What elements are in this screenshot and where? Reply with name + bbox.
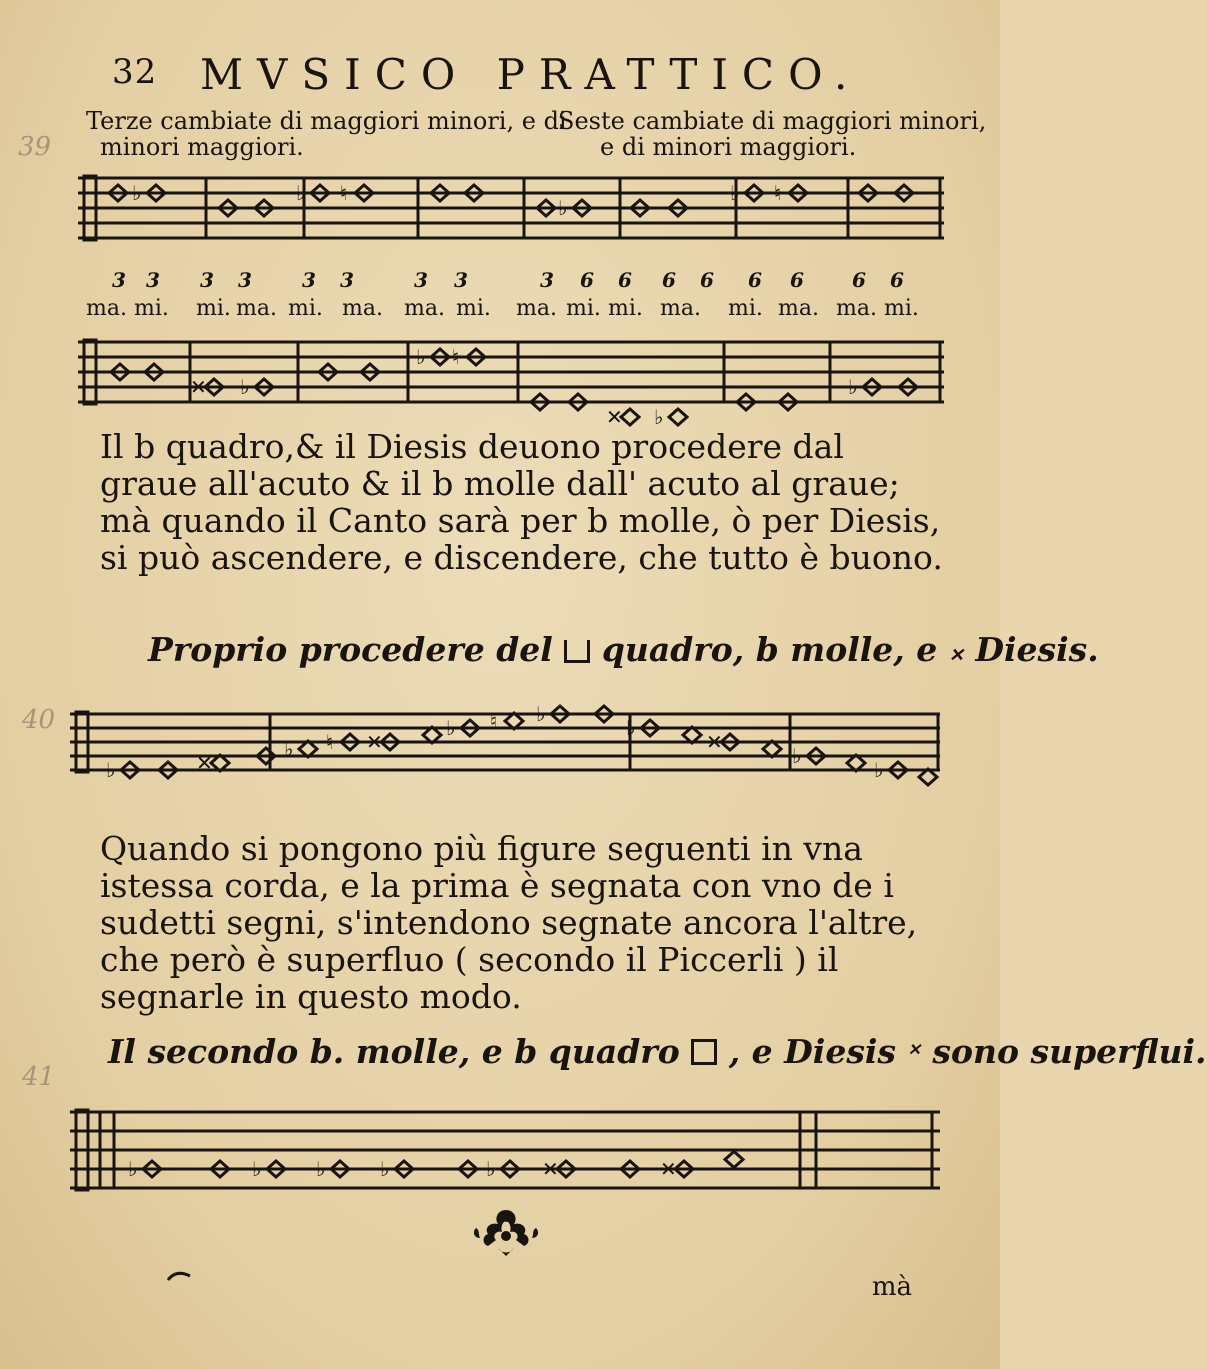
catchword: mà (871, 1272, 912, 1302)
sharp-icon: ✕ (660, 1157, 677, 1181)
interval-number: 3 (454, 268, 468, 292)
sharp-icon: ✕ (196, 751, 213, 775)
interval-number: 6 (748, 268, 762, 292)
interval-number: 6 (852, 268, 866, 292)
solmization-syllable: mi. (728, 296, 763, 321)
solmization-syllable: mi. (608, 296, 643, 321)
flat-icon: ♭ (132, 181, 142, 205)
flat-icon: ♭ (536, 702, 546, 726)
caption-sixths-line1: Seste cambiate di maggiori minori, (558, 107, 987, 135)
music-staff-3 (70, 700, 940, 790)
margin-note-2: 40 (22, 705, 56, 735)
heading2-text-a: Il secondo b. molle, e b quadro (108, 1032, 680, 1071)
interval-number: 3 (112, 268, 126, 292)
paragraph-text-1: Il b quadro,& il Diesis deuono procedere dal graue all'acuto & il b molle dall' acuto al graue; mà quando il Canto sarà per b molle, ò per Diesis, si può ascendere, e discendere, che tutto è buono. (100, 427, 943, 577)
fleuron-ornament (468, 1206, 544, 1258)
flat-icon: ♭ (626, 716, 636, 740)
heading1-text-a: Proprio procedere del (148, 630, 553, 669)
natural-icon: ♮ (452, 345, 460, 369)
interval-number: 6 (662, 268, 676, 292)
margin-note-1: 39 (18, 132, 52, 162)
solmization-syllable: mi. (566, 296, 601, 321)
page-number: 32 (112, 52, 158, 92)
caption-thirds-line2: minori maggiori. (100, 133, 304, 161)
caption-thirds-line1: Terze cambiate di maggiori minori, e di (86, 107, 567, 135)
flat-icon: ♭ (792, 744, 802, 768)
solmization-syllable: ma. (516, 296, 557, 321)
interval-number: 3 (200, 268, 214, 292)
flat-icon: ♭ (446, 716, 456, 740)
natural-icon: ♮ (340, 181, 348, 205)
interval-number: 3 (302, 268, 316, 292)
paragraph-text-2: Quando si pongono più figure seguenti in vna istessa corda, e la prima è segnata con vno de i sudetti segni, s'intendono segnate ancora l'altre, che però è superfluo ( secondo il Piccerli ) il segnarle in questo modo. (100, 829, 918, 1016)
solmization-syllable: ma. (404, 296, 445, 321)
margin-note-3: 41 (22, 1062, 56, 1092)
natural-icon: ♮ (326, 730, 334, 754)
natural-icon: ♮ (774, 181, 782, 205)
flat-icon: ♭ (296, 181, 306, 205)
interval-number: 3 (414, 268, 428, 292)
flat-icon: ♭ (128, 1157, 138, 1181)
b-quadro-icon (564, 640, 590, 663)
solmization-syllable: mi. (134, 296, 169, 321)
diesis-icon: ✕ (948, 645, 964, 666)
solmization-syllable: ma. (836, 296, 877, 321)
sharp-icon: ✕ (366, 730, 383, 754)
flat-icon: ♭ (416, 345, 426, 369)
solmization-syllable: ma. (86, 296, 127, 321)
solmization-syllable: ma. (236, 296, 277, 321)
solmization-syllable: mi. (288, 296, 323, 321)
flat-icon: ♭ (284, 737, 294, 761)
heading2-text-c: sono superflui. (932, 1032, 1207, 1071)
flat-icon: ♭ (848, 375, 858, 399)
heading1-text-b: quadro, b molle, e (601, 630, 938, 669)
interval-number: 3 (340, 268, 354, 292)
music-staff-2 (78, 330, 944, 429)
note-head (725, 1152, 743, 1168)
music-staff-1 (78, 168, 944, 248)
flat-icon: ♭ (874, 758, 884, 782)
heading-proper-motion (148, 630, 1099, 669)
running-title: MVSICO PRATTICO. (200, 50, 862, 99)
interval-number: 6 (618, 268, 632, 292)
solmization-syllable: mi. (456, 296, 491, 321)
note-head (621, 409, 639, 425)
interval-number: 6 (700, 268, 714, 292)
solmization-syllable: mi. (884, 296, 919, 321)
sharp-icon: ✕ (190, 375, 207, 399)
flat-icon: ♭ (252, 1157, 262, 1181)
flat-icon: ♭ (654, 405, 664, 429)
b-quadro-icon (691, 1039, 717, 1065)
flat-icon: ♭ (106, 758, 116, 782)
interval-number: 3 (540, 268, 554, 292)
paragraph-accidentals (100, 428, 945, 576)
interval-number: 6 (580, 268, 594, 292)
note-head (669, 409, 687, 425)
paragraph-superfluous (100, 830, 945, 1015)
sharp-icon: ✕ (542, 1157, 559, 1181)
diesis-icon: ✕ (907, 1040, 921, 1059)
interval-number: 6 (790, 268, 804, 292)
natural-icon: ♮ (490, 709, 498, 733)
solmization-syllable: ma. (342, 296, 383, 321)
caption-sixths-line2: e di minori maggiori. (600, 133, 857, 161)
solmization-syllable: mi. (196, 296, 231, 321)
sharp-icon: ✕ (606, 405, 623, 429)
flat-icon: ♭ (380, 1157, 390, 1181)
flat-icon: ♭ (240, 375, 250, 399)
heading-superfluous (108, 1032, 1207, 1071)
flat-icon: ♭ (730, 181, 740, 205)
interval-number: 3 (146, 268, 160, 292)
solmization-syllable: ma. (660, 296, 701, 321)
flat-icon: ♭ (486, 1157, 496, 1181)
interval-number: 6 (890, 268, 904, 292)
solmization-syllable: ma. (778, 296, 819, 321)
flat-icon: ♭ (316, 1157, 326, 1181)
heading1-text-c: Diesis. (975, 630, 1099, 669)
sharp-icon: ✕ (706, 730, 723, 754)
music-staff-4 (70, 1098, 940, 1198)
heading2-text-b: , e Diesis (728, 1032, 897, 1071)
interval-number: 3 (238, 268, 252, 292)
small-flourish (168, 1270, 192, 1282)
flat-icon: ♭ (558, 196, 568, 220)
